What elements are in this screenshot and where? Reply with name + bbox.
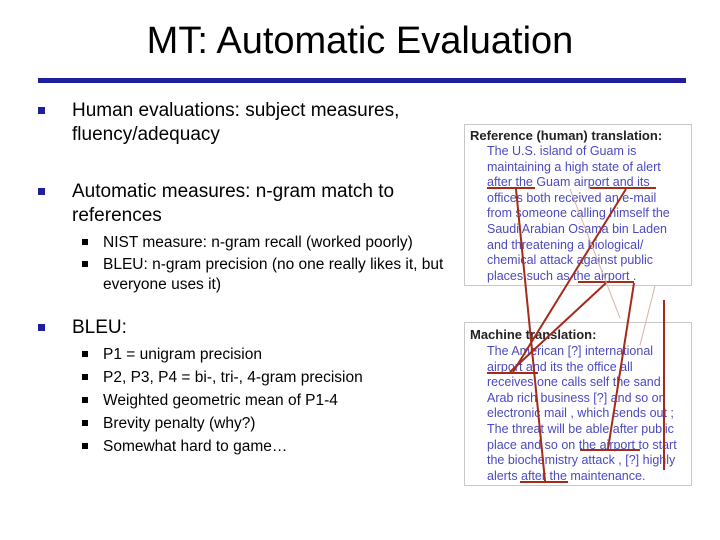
sub-bullet-bleu-line1: BLEU: n-gram precision (no one really likes it, but bbox=[103, 256, 444, 273]
bullet-human-eval-line2: fluency/adequacy bbox=[72, 124, 220, 145]
machine-line: The American [?] international bbox=[487, 344, 654, 358]
machine-line: electronic mail , which sends out ; bbox=[487, 406, 674, 421]
reference-line: after the Guam airport and its bbox=[487, 175, 650, 190]
machine-line: the biochemistry attack , [?] highly bbox=[487, 453, 676, 468]
machine-line: receives one calls self the sand bbox=[487, 375, 661, 390]
reference-line: chemical attack against public bbox=[487, 253, 654, 268]
machine-line: The threat will be able after public bbox=[487, 422, 674, 436]
reference-line: offices both received an e-mail bbox=[487, 190, 657, 205]
reference-line: The U.S. island of Guam is bbox=[487, 144, 637, 158]
reference-line: from someone calling himself the bbox=[487, 206, 670, 221]
machine-line: Arab rich business [?] and so on bbox=[487, 390, 666, 405]
faint-connector-1 bbox=[570, 189, 620, 318]
sub-bullet-brevity: Brevity penalty (why?) bbox=[103, 415, 256, 432]
machine-line: airport and its the office all bbox=[487, 359, 633, 374]
connector-after-the bbox=[516, 189, 545, 481]
reference-line: maintaining a high state of alert bbox=[487, 159, 661, 174]
bullet-automatic-line1: Automatic measures: n-gram match to bbox=[72, 181, 395, 202]
sub-bullet-hard-to-game: Somewhat hard to game… bbox=[103, 438, 288, 455]
sub-bullet-bleu-line2: everyone uses it) bbox=[103, 276, 222, 293]
connector-the-airport bbox=[510, 283, 606, 372]
reference-translation-heading: Reference (human) translation: bbox=[470, 128, 663, 143]
faint-connector-2 bbox=[640, 286, 655, 345]
sub-bullet-p2-p4: P2, P3, P4 = bi-, tri-, 4-gram precision bbox=[103, 369, 363, 386]
bullet-automatic-line2: references bbox=[72, 205, 162, 226]
connector-airport-and-its bbox=[513, 189, 626, 372]
sub-bullet-nist: NIST measure: n-gram recall (worked poorly) bbox=[103, 234, 413, 251]
sub-bullet-geometric-mean: Weighted geometric mean of P1-4 bbox=[103, 392, 338, 409]
bullet-human-eval-line1: Human evaluations: subject measures, bbox=[72, 100, 400, 121]
connector-airport-to-start bbox=[608, 283, 634, 449]
machine-translation-heading: Machine translation: bbox=[470, 327, 597, 342]
reference-line: places such as the airport . bbox=[487, 268, 637, 283]
sub-bullet-p1: P1 = unigram precision bbox=[103, 346, 262, 363]
reference-line: and threatening a biological/ bbox=[487, 237, 644, 252]
reference-line: Saudi Arabian Osama bin Laden bbox=[487, 222, 667, 236]
bullet-bleu: BLEU: bbox=[72, 317, 127, 338]
machine-line: place and so on the airport to start bbox=[487, 437, 677, 452]
slide-title: MT: Automatic Evaluation bbox=[146, 20, 574, 62]
machine-line: alerts after the maintenance. bbox=[487, 468, 646, 483]
